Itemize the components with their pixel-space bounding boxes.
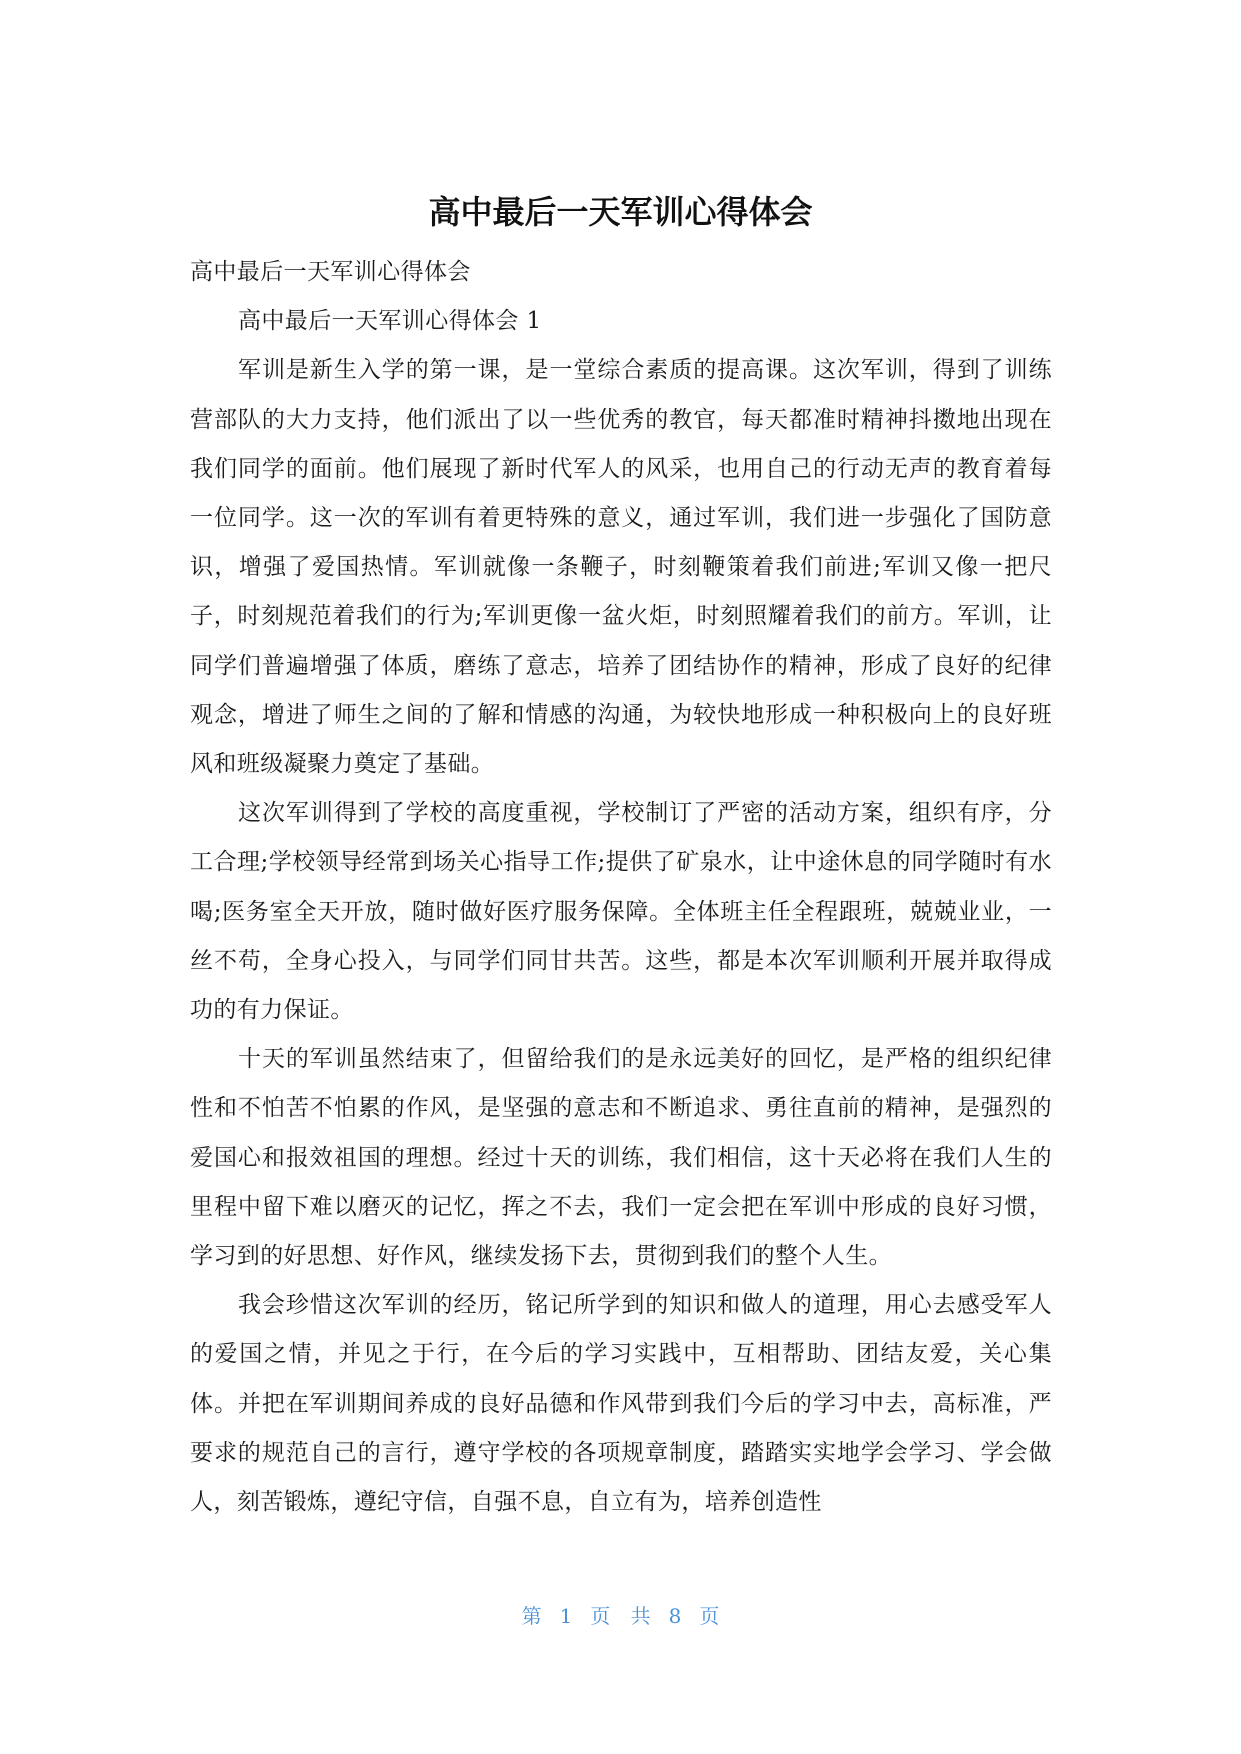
footer-suffix: 页 — [699, 1604, 720, 1628]
footer-total-pages: 8 — [668, 1604, 682, 1628]
paragraph: 这次军训得到了学校的高度重视，学校制订了严密的活动方案，组织有序，分工合理;学校领导经常到场关心指导工作;提供了矿泉水，让中途休息的同学随时有水喝;医务室全天开放，随时做好医疗服务保障。全体班主任全程跟班，兢兢业业，一丝不苟，全身心投入，与同学们同甘共苦。这些，都是本次军训顺利开展并取得成功的有力保证。 — [190, 800, 1052, 1024]
footer-middle: 页 共 — [590, 1604, 651, 1628]
paragraph: 军训是新生入学的第一课，是一堂综合素质的提高课。这次军训，得到了训练营部队的大力支持，他们派出了以一些优秀的教官，每天都准时精神抖擞地出现在我们同学的面前。他们展现了新时代军人的风采，也用自己的行动无声的教育着每一位同学。这一次的军训有着更特殊的意义，通过军训，我们进一步强化了国防意识，增强了爱国热情。军训就像一条鞭子，时刻鞭策着我们前进;军训又像一把尺子，时刻规范着我们的行为;军训更像一盆火炬，时刻照耀着我们的前方。军训，让同学们普遍增强了体质，磨练了意志，培养了团结协作的精神，形成了良好的纪律观念，增进了师生之间的了解和情感的沟通，为较快地形成一种积极向上的良好班风和班级凝聚力奠定了基础。 — [190, 357, 1052, 778]
paragraph: 我会珍惜这次军训的经历，铭记所学到的知识和做人的道理，用心去感受军人的爱国之情，并见之于行，在今后的学习实践中，互相帮助、团结友爱，关心集体。并把在军训期间养成的良好品德和作风带到我们今后的学习中去，高标准，严要求的规范自己的言行，遵守学校的各项规章制度，踏踏实实地学会学习、学会做人，刻苦锻炼，遵纪守信，自强不息，自立有为，培养创造性 — [190, 1292, 1052, 1516]
footer-page-number: 1 — [559, 1604, 573, 1628]
footer-prefix: 第 — [521, 1604, 542, 1628]
document-body — [190, 248, 1052, 1527]
paragraph: 十天的军训虽然结束了，但留给我们的是永远美好的回忆，是严格的组织纪律性和不怕苦不怕累的作风，是坚强的意志和不断追求、勇往直前的精神，是强烈的爱国心和报效祖国的理想。经过十天的训练，我们相信，这十天必将在我们人生的里程中留下难以磨灭的记忆，挥之不去，我们一定会把在军训中形成的良好习惯，学习到的好思想、好作风，继续发扬下去，贯彻到我们的整个人生。 — [190, 1046, 1052, 1270]
section-heading: 高中最后一天军训心得体会 1 — [238, 308, 542, 335]
document-subtitle: 高中最后一天军训心得体会 — [190, 259, 471, 285]
document-title: 高中最后一天军训心得体会 — [428, 193, 813, 231]
page-footer — [0, 1596, 1241, 1636]
